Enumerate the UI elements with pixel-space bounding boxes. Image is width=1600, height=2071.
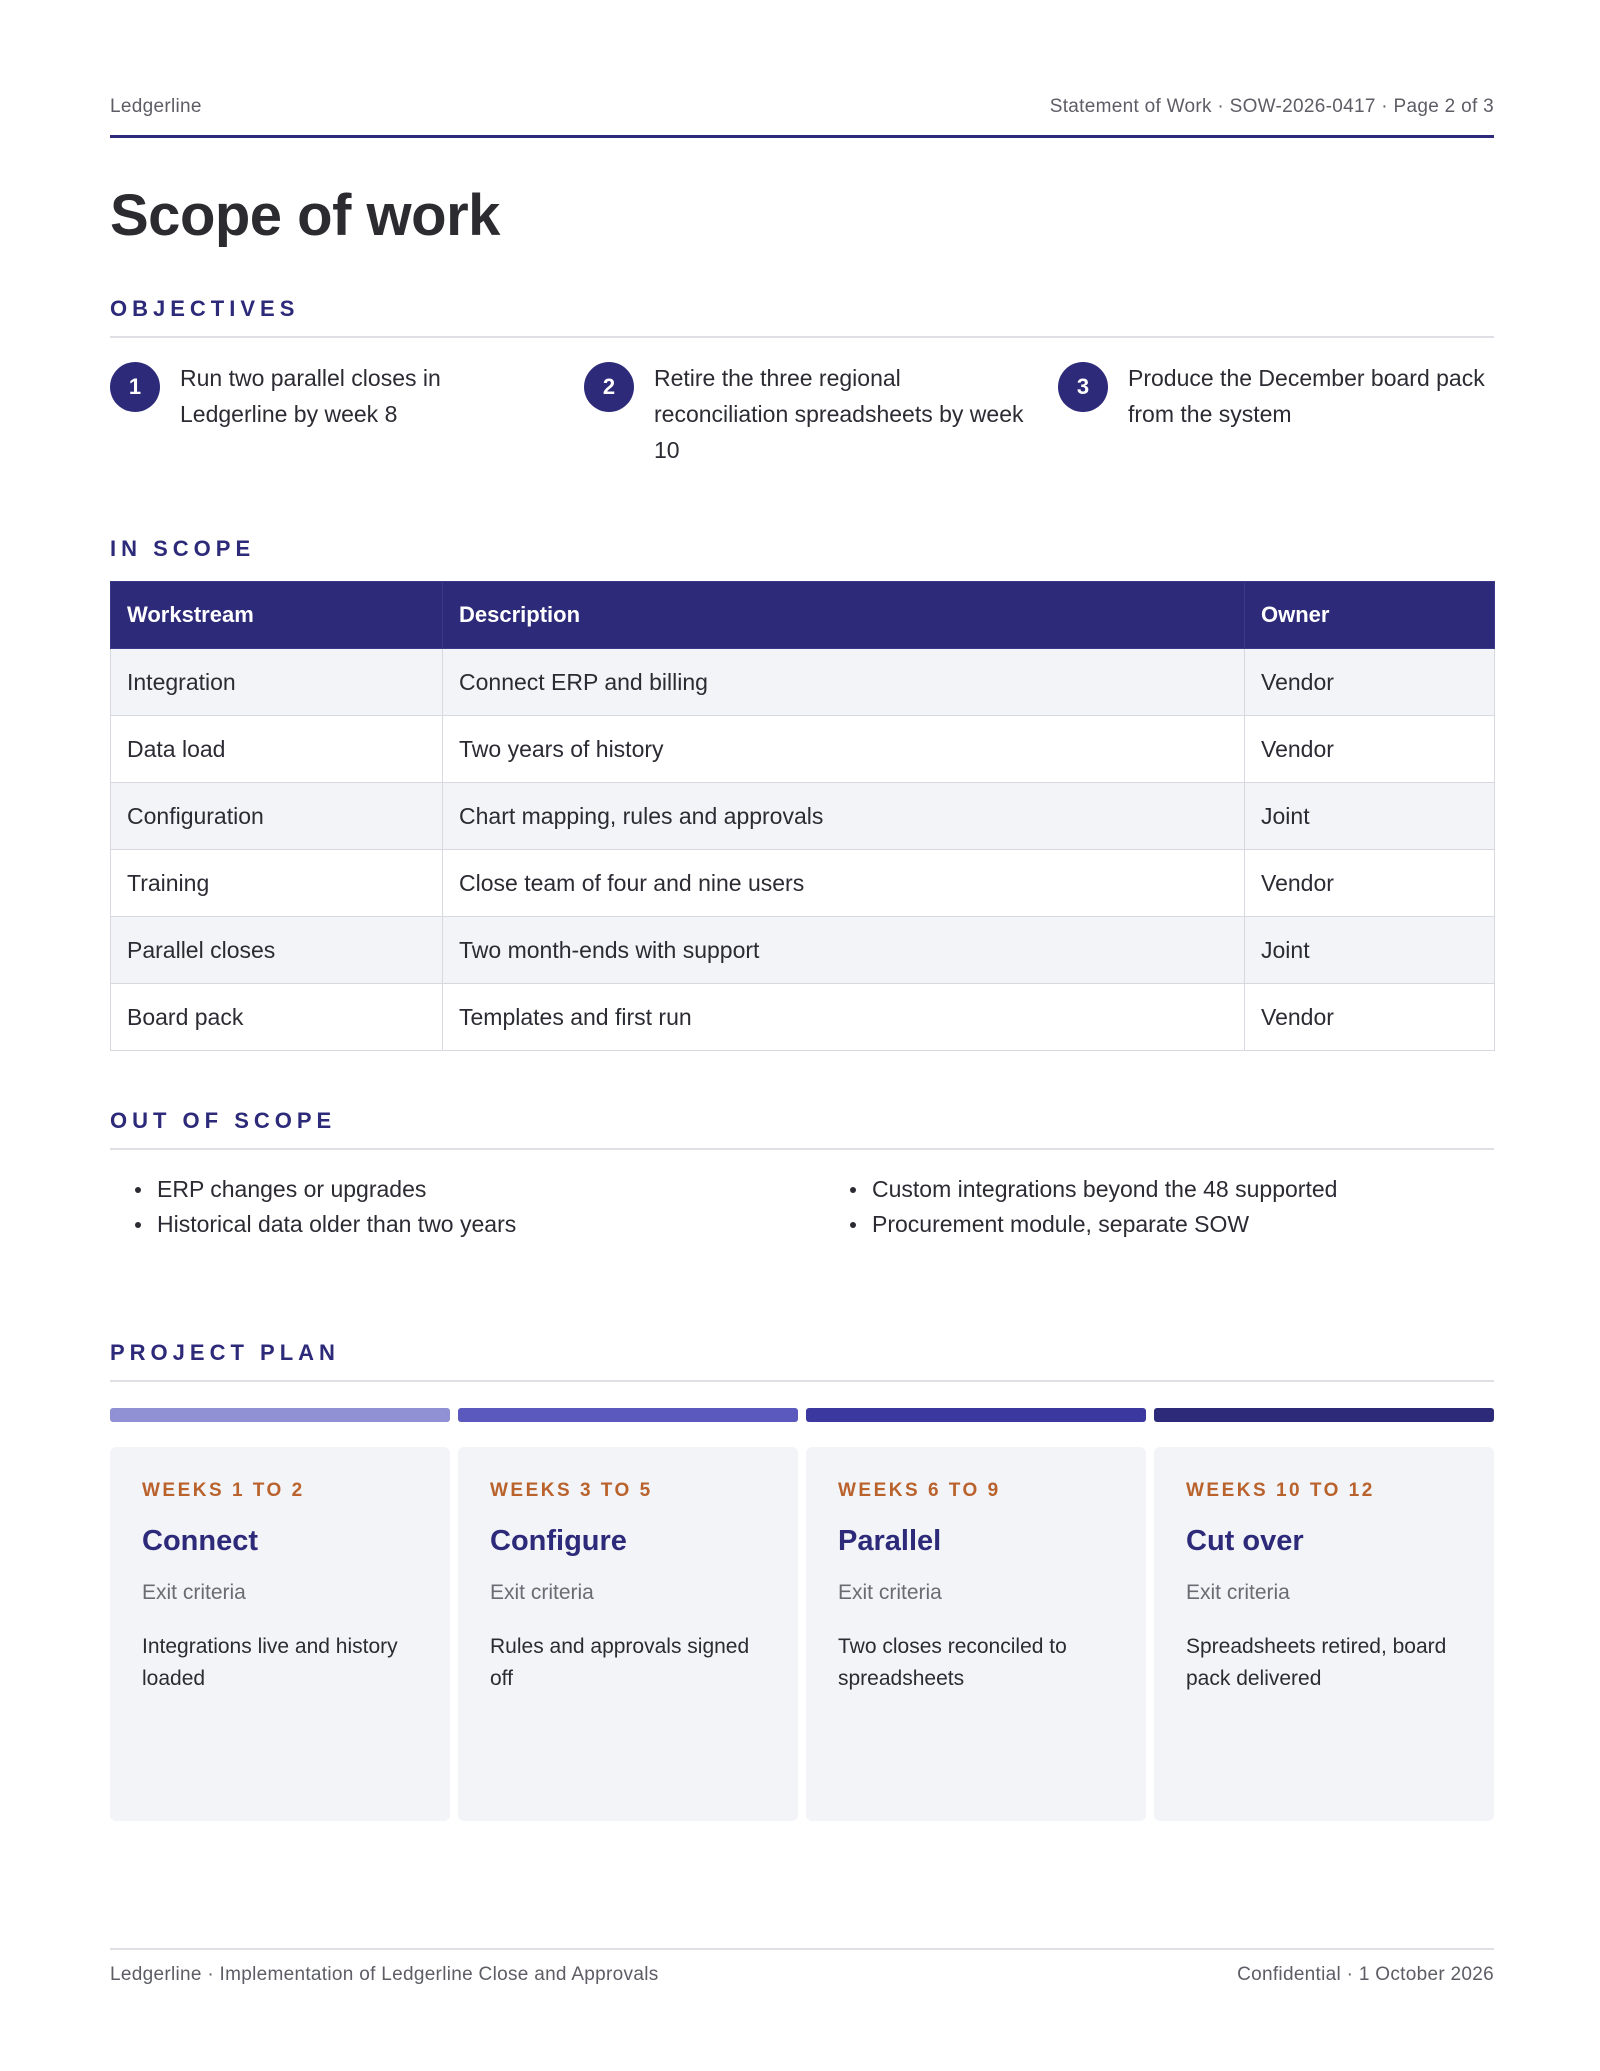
bullet-icon: [135, 1187, 141, 1193]
cell-owner: Vendor: [1245, 984, 1495, 1051]
out-of-scope-heading: OUT OF SCOPE: [110, 1108, 337, 1133]
column-header-description: Description: [443, 582, 1245, 649]
page-title: Scope of work: [110, 183, 500, 248]
phase-card: [1154, 1447, 1494, 1821]
phase-name: Configure: [490, 1525, 627, 1557]
out-of-scope-list-right: [825, 1172, 1494, 1242]
objective-item: [584, 360, 1024, 470]
cell-owner: Vendor: [1245, 649, 1495, 716]
phase-bar: [1154, 1408, 1494, 1422]
project-plan-heading: PROJECT PLAN: [110, 1340, 340, 1365]
bullet-icon: [850, 1222, 856, 1228]
phase-bar: [458, 1408, 798, 1422]
phase-card: [110, 1447, 450, 1821]
column-header-owner: Owner: [1245, 582, 1495, 649]
page-footer: [110, 1964, 1494, 1988]
cell-workstream: Data load: [111, 716, 443, 783]
cell-workstream: Configuration: [111, 783, 443, 850]
footer-right: Confidential · 1 October 2026: [1237, 1964, 1494, 1985]
objectives-rule: [110, 336, 1494, 338]
phase-weeks: WEEKS 10 TO 12: [1186, 1480, 1375, 1501]
list-item: Custom integrations beyond the 48 supported: [825, 1172, 1494, 1207]
table-row: [111, 649, 1495, 716]
objective-item: [1058, 360, 1498, 470]
table-row: [111, 716, 1495, 783]
table-row: [111, 783, 1495, 850]
table-row: [111, 850, 1495, 917]
exit-criteria-label: Exit criteria: [1186, 1581, 1290, 1604]
cell-workstream: Training: [111, 850, 443, 917]
exit-criteria-text: Spreadsheets retired, board pack delivered: [1186, 1635, 1447, 1690]
out-of-scope-rule: [110, 1148, 1494, 1150]
cell-owner: Joint: [1245, 917, 1495, 984]
phase-weeks: WEEKS 1 TO 2: [142, 1480, 305, 1501]
out-of-scope-list-left: [110, 1172, 810, 1242]
in-scope-heading: IN SCOPE: [110, 536, 256, 561]
project-plan-rule: [110, 1380, 1494, 1382]
objective-number: 3: [1058, 362, 1108, 412]
objectives-heading: OBJECTIVES: [110, 296, 300, 321]
list-item: Historical data older than two years: [110, 1207, 810, 1242]
exit-criteria-label: Exit criteria: [490, 1581, 594, 1604]
cell-owner: Vendor: [1245, 850, 1495, 917]
header-rule: [110, 135, 1494, 138]
table-row: [111, 984, 1495, 1051]
bullet-icon: [850, 1187, 856, 1193]
cell-description: Chart mapping, rules and approvals: [443, 783, 1245, 850]
cell-description: Close team of four and nine users: [443, 850, 1245, 917]
table-row: [111, 917, 1495, 984]
phase-card: [806, 1447, 1146, 1821]
header-brand: Ledgerline: [110, 96, 202, 117]
list-item: Procurement module, separate SOW: [825, 1207, 1494, 1242]
phase-weeks: WEEKS 6 TO 9: [838, 1480, 1001, 1501]
document-page: [110, 0, 1494, 2071]
page-header: [110, 96, 1494, 120]
phase-name: Connect: [142, 1525, 258, 1557]
list-item: ERP changes or upgrades: [110, 1172, 810, 1207]
footer-rule: [110, 1948, 1494, 1950]
phase-name: Cut over: [1186, 1525, 1304, 1557]
cell-workstream: Parallel closes: [111, 917, 443, 984]
bullet-icon: [135, 1222, 141, 1228]
objective-number: 1: [110, 362, 160, 412]
phase-card: [458, 1447, 798, 1821]
objective-text: Produce the December board pack from the system: [1128, 365, 1485, 427]
cell-owner: Vendor: [1245, 716, 1495, 783]
phase-weeks: WEEKS 3 TO 5: [490, 1480, 653, 1501]
cell-owner: Joint: [1245, 783, 1495, 850]
column-header-workstream: Workstream: [111, 582, 443, 649]
exit-criteria-label: Exit criteria: [838, 1581, 942, 1604]
exit-criteria-text: Rules and approvals signed off: [490, 1635, 750, 1690]
objective-number: 2: [584, 362, 634, 412]
phase-bar: [806, 1408, 1146, 1422]
cell-workstream: Board pack: [111, 984, 443, 1051]
cell-description: Templates and first run: [443, 984, 1245, 1051]
objective-text: Retire the three regional reconciliation spreadsheets by week 10: [654, 365, 1024, 463]
cell-description: Two years of history: [443, 716, 1245, 783]
objective-text: Run two parallel closes in Ledgerline by week 8: [180, 365, 441, 427]
cell-description: Two month-ends with support: [443, 917, 1245, 984]
exit-criteria-text: Integrations live and history loaded: [142, 1635, 398, 1690]
cell-description: Connect ERP and billing: [443, 649, 1245, 716]
exit-criteria-label: Exit criteria: [142, 1581, 246, 1604]
footer-left: Ledgerline · Implementation of Ledgerline Close and Approvals: [110, 1964, 659, 1985]
scope-table: [110, 581, 1495, 1051]
phase-name: Parallel: [838, 1525, 942, 1557]
cell-workstream: Integration: [111, 649, 443, 716]
phase-bar: [110, 1408, 450, 1422]
exit-criteria-text: Two closes reconciled to spreadsheets: [838, 1635, 1067, 1690]
table-header-row: [111, 582, 1495, 649]
header-meta: Statement of Work · SOW-2026-0417 · Page 2 of 3: [1049, 96, 1494, 117]
objective-item: [110, 360, 550, 470]
